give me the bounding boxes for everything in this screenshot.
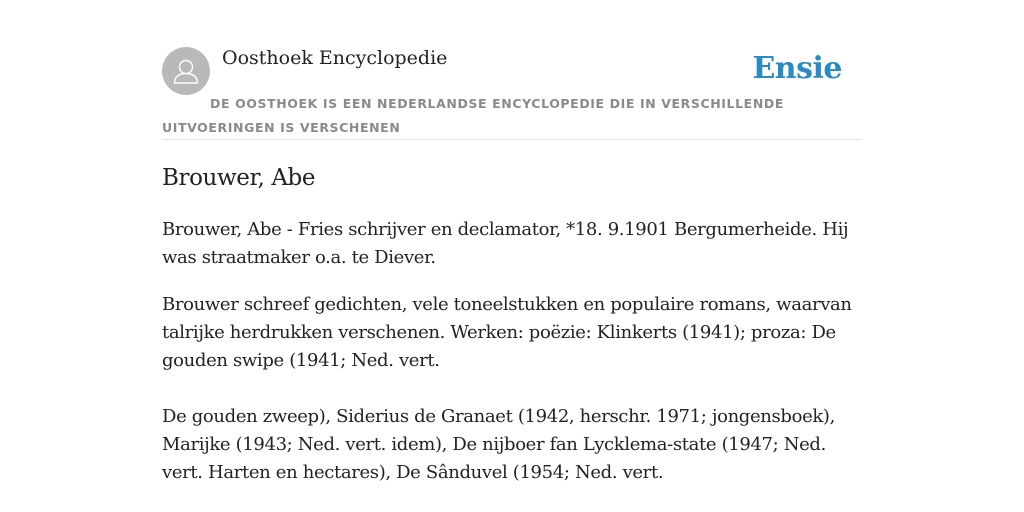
article — [162, 160, 862, 487]
avatar[interactable] — [162, 47, 210, 95]
article-paragraph: Brouwer schreef gedichten, vele toneelstukken en populaire romans, waarvan talrijke herdrukken verschenen. Werken: poëzie: Klinkerts (1941); proza: De gouden swipe (1941; Ned. vert. — [162, 294, 852, 371]
article-paragraph: De gouden zweep), Siderius de Granaet (1942, herschr. 1971; jongensboek), Marijke (1943; Ned. vert. idem), De nijboer fan Lycklema-state (1947; Ned. vert. Harten en hectares), De Sânduvel (1954; Ned. vert. — [162, 406, 835, 483]
user-icon — [162, 47, 210, 95]
brand-logo[interactable]: Ensie — [752, 51, 842, 86]
article-paragraph: Brouwer, Abe - Fries schrijver en declamator, *18. 9.1901 Bergumerheide. Hij was straatmaker o.a. te Diever. — [162, 219, 849, 268]
source-description: DE OOSTHOEK IS EEN NEDERLANDSE ENCYCLOPEDIE DIE IN VERSCHILLENDE UITVOERINGEN IS VERSCHENEN — [162, 96, 784, 135]
source-name[interactable]: Oosthoek Encyclopedie — [222, 47, 448, 69]
article-title: Brouwer, Abe — [162, 165, 316, 191]
source-header — [162, 44, 862, 139]
header-divider — [162, 139, 862, 140]
